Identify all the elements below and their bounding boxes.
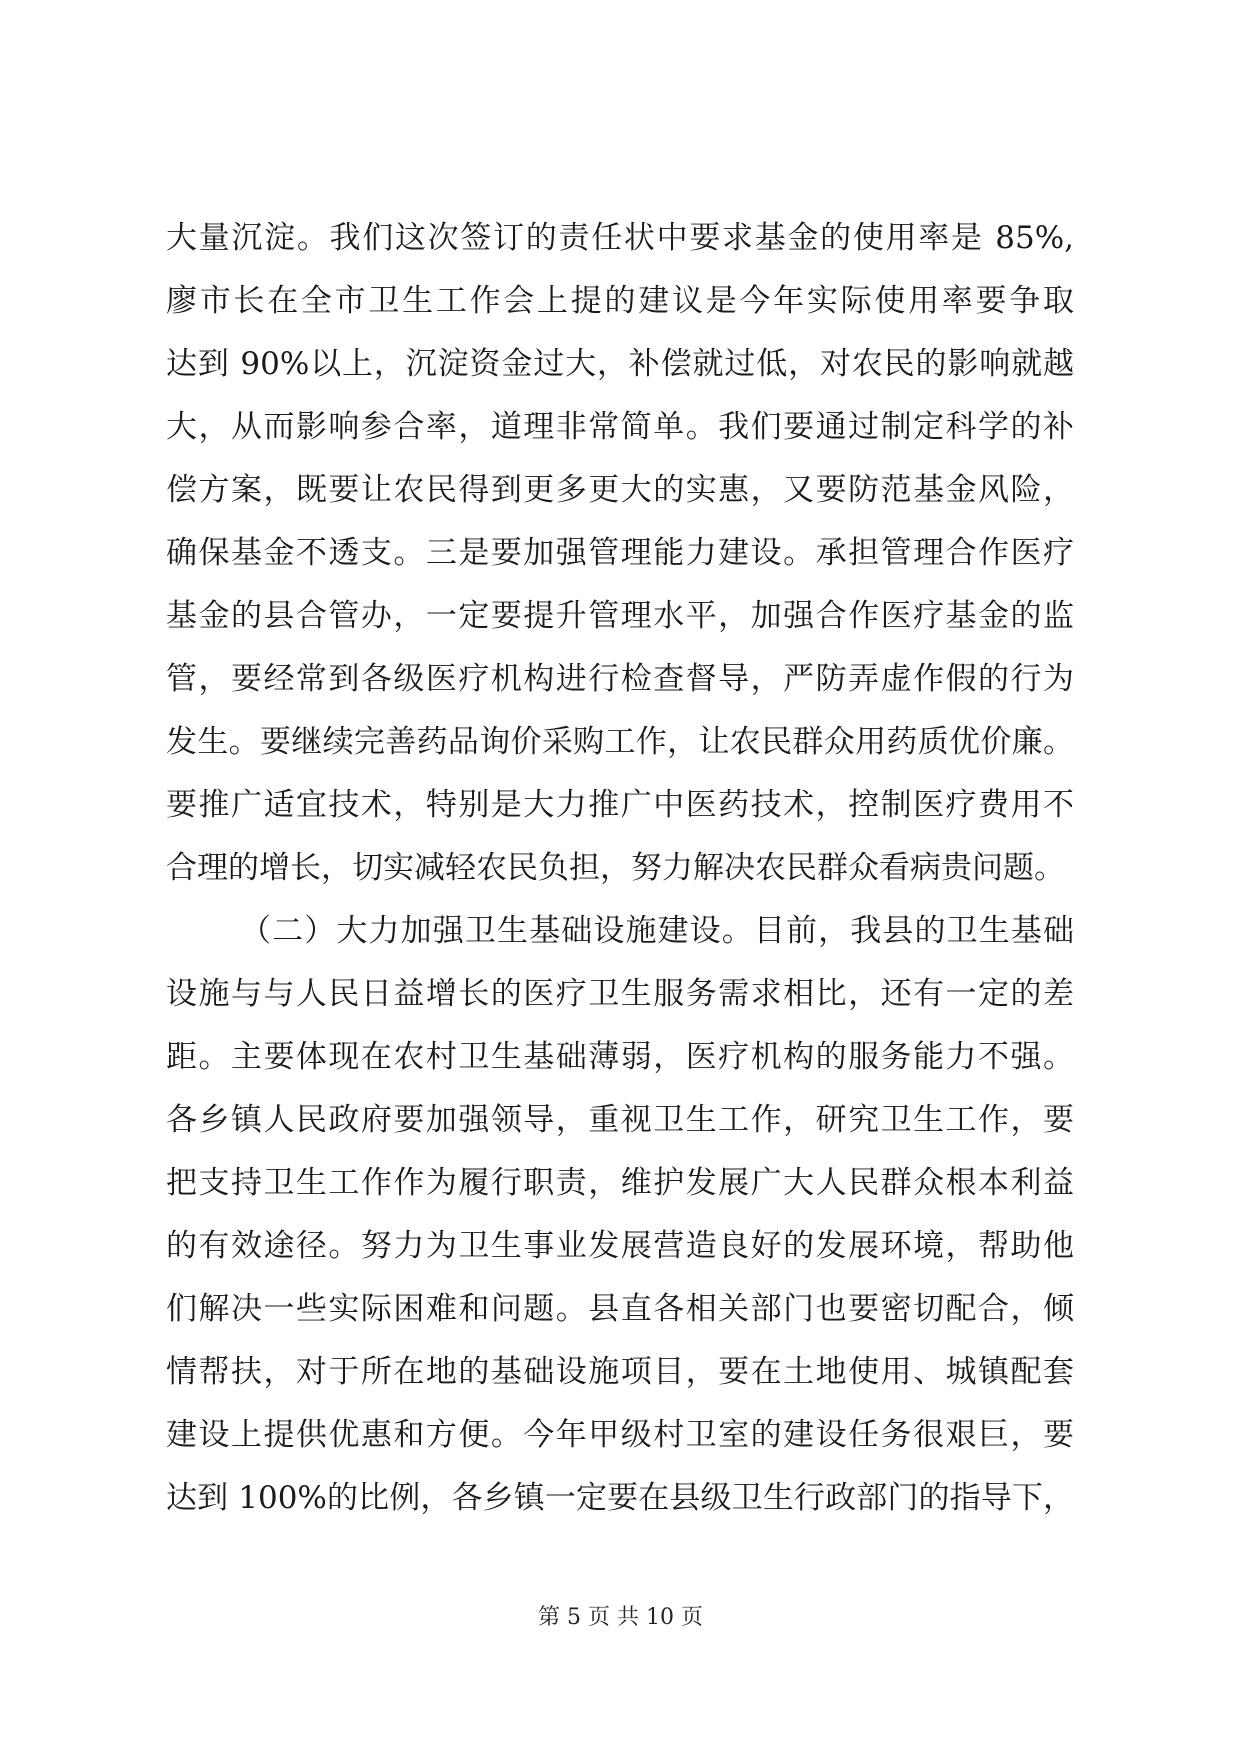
body-line: 确保基金不透支。三是要加强管理能力建设。承担管理合作医疗 (166, 535, 1074, 571)
body-line: 合理的增长，切实减轻农民负担，努力解决农民群众看病贵问题。 (166, 850, 1065, 886)
body-line: 们解决一些实际困难和问题。县直各相关部门也要密切配合，倾 (166, 1291, 1074, 1327)
body-line: 达到 90%以上，沉淀资金过大，补偿就过低，对农民的影响就越 (166, 346, 1074, 382)
body-line: 廖市长在全市卫生工作会上提的建议是今年实际使用率要争取 (166, 283, 1074, 319)
body-line: 各乡镇人民政府要加强领导，重视卫生工作，研究卫生工作，要 (166, 1102, 1074, 1138)
body-line: 偿方案，既要让农民得到更多更大的实惠，又要防范基金风险， (166, 472, 1074, 508)
body-line: 建设上提供优惠和方便。今年甲级村卫室的建设任务很艰巨，要 (166, 1417, 1074, 1453)
body-line: 距。主要体现在农村卫生基础薄弱，医疗机构的服务能力不强。 (166, 1039, 1074, 1075)
body-line: 大量沉淀。我们这次签订的责任状中要求基金的使用率是 85%, (166, 220, 1074, 256)
body-line: 达到 100%的比例，各乡镇一定要在县级卫生行政部门的指导下， (166, 1480, 1074, 1516)
body-line: 把支持卫生工作作为履行职责，维护发展广大人民群众根本利益 (166, 1165, 1074, 1201)
body-line: 大，从而影响参合率，道理非常简单。我们要通过制定科学的补 (166, 409, 1074, 445)
body-line: 情帮扶，对于所在地的基础设施项目，要在土地使用、城镇配套 (166, 1354, 1074, 1390)
body-line: 管，要经常到各级医疗机构进行检查督导，严防弄虚作假的行为 (166, 661, 1074, 697)
body-line: 发生。要继续完善药品询价采购工作，让农民群众用药质优价廉。 (166, 724, 1074, 760)
body-line: 要推广适宜技术，特别是大力推广中医药技术，控制医疗费用不 (166, 787, 1074, 823)
paragraph-first-line: （二）大力加强卫生基础设施建设。目前，我县的卫生基础 (240, 913, 1074, 949)
body-line: 的有效途径。努力为卫生事业发展营造良好的发展环境，帮助他 (166, 1228, 1074, 1264)
body-line: 基金的县合管办，一定要提升管理水平，加强合作医疗基金的监 (166, 598, 1074, 634)
body-line: 设施与与人民日益增长的医疗卫生服务需求相比，还有一定的差 (166, 976, 1074, 1012)
page-number-footer: 第 5 页 共 10 页 (538, 1605, 703, 1630)
